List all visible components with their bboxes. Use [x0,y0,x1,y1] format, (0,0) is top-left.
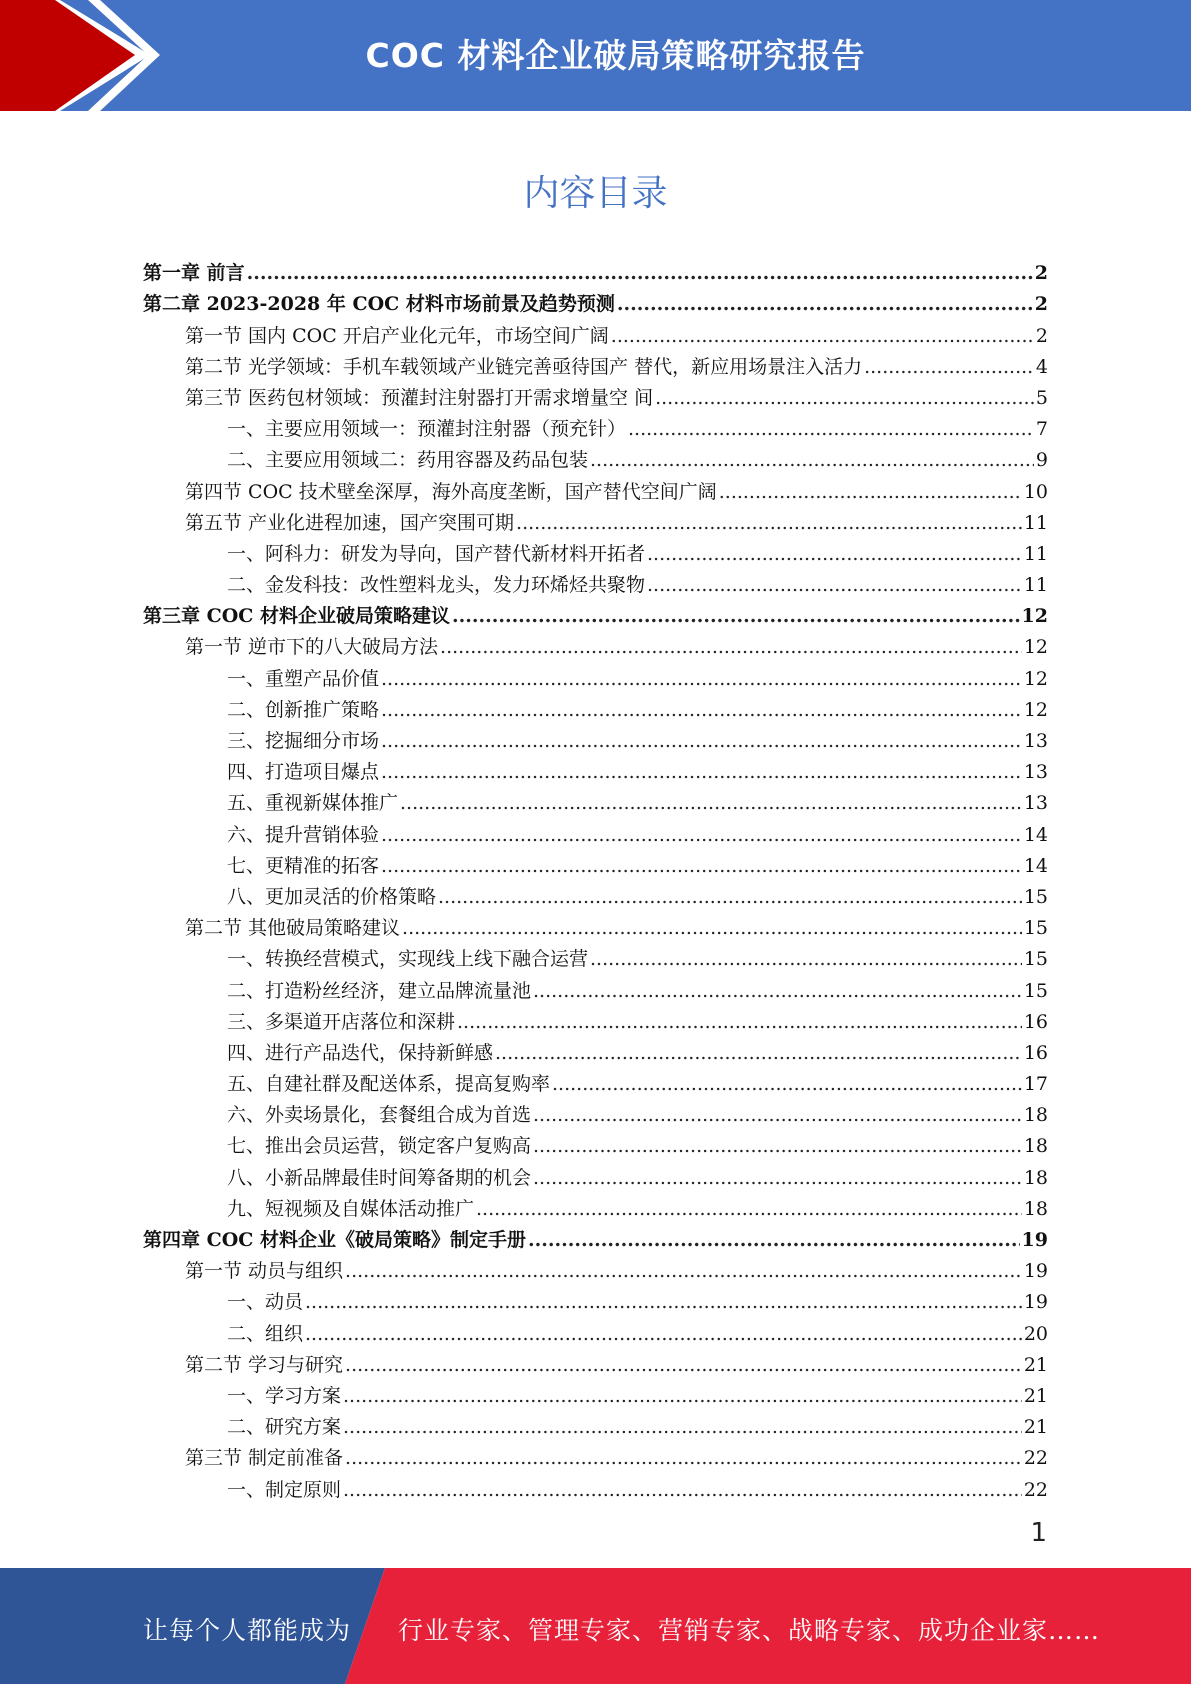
toc-entry[interactable] [143,1221,1048,1252]
toc-entry-title: 第四章 COC 材料企业《破局策略》制定手册 [143,1229,527,1251]
toc-entry-page: 12 [1021,605,1048,628]
toc-entry-page: 11 [1023,542,1048,565]
toc-entry-title: 第一章 前言 [143,262,245,285]
toc-entry-page: 7 [1035,418,1048,441]
toc-entry-page: 19 [1023,1260,1048,1283]
toc-entry-page: 14 [1023,854,1048,877]
toc-entry-page: 15 [1023,948,1048,971]
toc-entry[interactable] [143,909,1048,940]
toc-leader-dots [655,386,1034,410]
toc-entry-title: 第三节 制定前准备 [185,1447,344,1470]
toc-entry-title: 第三章 COC 材料企业破局策略建议 [143,605,451,628]
toc-entry[interactable] [143,847,1048,878]
toc-leader-dots [719,480,1022,504]
toc-entry-page: 14 [1023,823,1048,846]
toc-entry-title: 八、更加灵活的价格策略 [227,885,437,908]
toc-entry-title: 第一节 国内 COC 开启产业化元年，市场空间广阔 [185,324,609,347]
toc-entry[interactable] [143,971,1048,1002]
toc-leader-dots [345,1353,1022,1377]
toc-entry[interactable] [143,597,1048,628]
toc-entry[interactable] [143,1314,1048,1345]
toc-entry-page: 18 [1023,1104,1048,1127]
toc-entry-title: 一、制定原则 [227,1478,342,1501]
toc-entry-page: 18 [1023,1135,1048,1158]
toc-entry-title: 八、小新品牌最佳时间筹备期的机会 [227,1166,532,1189]
toc-entry-page: 11 [1023,511,1048,534]
toc-entry-page: 15 [1023,885,1048,908]
toc-entry-page: 12 [1023,667,1048,690]
toc-entry-title: 六、提升营销体验 [227,823,380,846]
table-of-contents [143,254,1048,1502]
toc-leader-dots [590,448,1034,472]
toc-entry-title: 二、创新推广策略 [227,698,380,721]
toc-leader-dots [452,604,1020,628]
toc-entry-title: 三、挖掘细分市场 [227,730,380,752]
toc-leader-dots [381,698,1022,722]
toc-entry-title: 一、阿科力：研发为导向，国产替代新材料开拓者 [227,542,646,565]
toc-leader-dots [647,573,1022,597]
toc-entry-page: 17 [1023,1073,1048,1096]
toc-heading: 内容目录 [523,173,668,214]
toc-entry[interactable] [143,535,1048,566]
toc-leader-dots [343,1478,1022,1502]
toc-entry-page: 2 [1035,324,1048,347]
toc-leader-dots [533,1166,1022,1190]
toc-entry[interactable] [143,1003,1048,1034]
toc-leader-dots [516,511,1022,535]
toc-entry[interactable] [143,1034,1048,1065]
page-header [0,0,1191,111]
toc-leader-dots [590,947,1022,971]
toc-entry[interactable] [143,1408,1048,1439]
toc-entry[interactable] [143,1127,1048,1158]
toc-leader-dots [345,1446,1022,1470]
toc-entry[interactable] [143,441,1048,472]
toc-entry-title: 第一节 动员与组织 [185,1260,344,1283]
toc-entry[interactable] [143,410,1048,441]
toc-leader-dots [381,729,1022,753]
toc-leader-dots [438,885,1022,909]
toc-leader-dots [628,417,1034,441]
toc-leader-dots [533,1103,1022,1127]
toc-leader-dots [381,823,1022,847]
footer-slogan-right: 行业专家、管理专家、营销专家、战略专家、成功企业家…… [398,1616,1101,1645]
toc-entry-page: 21 [1023,1353,1048,1376]
toc-entry-page: 10 [1023,480,1048,503]
toc-entry-page: 22 [1023,1447,1048,1470]
toc-entry-title: 第三节 医药包材领域：预灌封注射器打开需求增量空 间 [185,386,654,409]
toc-leader-dots [647,542,1022,566]
toc-entry[interactable] [143,348,1048,379]
toc-entry-page: 20 [1023,1322,1048,1345]
toc-entry-page: 18 [1023,1166,1048,1189]
toc-entry-title: 一、重塑产品价值 [227,667,380,690]
toc-leader-dots [400,791,1022,815]
toc-entry[interactable] [143,753,1048,784]
toc-entry-title: 一、动员 [227,1291,304,1314]
toc-leader-dots [402,916,1022,940]
toc-entry-title: 五、自建社群及配送体系，提高复购率 [227,1073,551,1096]
toc-entry-title: 一、学习方案 [227,1384,342,1407]
toc-entry[interactable] [143,1065,1048,1096]
toc-entry[interactable] [143,254,1048,285]
toc-leader-dots [533,1134,1022,1158]
toc-entry[interactable] [143,1190,1048,1221]
toc-entry-title: 二、打造粉丝经济，建立品牌流量池 [227,979,532,1002]
toc-entry[interactable] [143,878,1048,909]
toc-entry-title: 六、外卖场景化，套餐组合成为首选 [227,1104,532,1127]
toc-entry[interactable] [143,722,1048,753]
toc-entry[interactable] [143,379,1048,410]
toc-entry[interactable] [143,1252,1048,1283]
toc-leader-dots [345,1259,1022,1283]
toc-entry-title: 四、进行产品迭代，保持新鲜感 [227,1041,494,1064]
toc-entry-page: 21 [1023,1416,1048,1439]
toc-entry-page: 2 [1034,262,1048,285]
toc-entry-title: 二、研究方案 [227,1416,342,1439]
toc-entry-page: 21 [1023,1384,1048,1407]
toc-entry[interactable] [143,1346,1048,1377]
toc-entry[interactable] [143,1283,1048,1314]
toc-entry-title: 五、重视新媒体推广 [227,792,399,815]
toc-leader-dots [495,1041,1022,1065]
toc-entry-title: 七、推出会员运营，锁定客户复购高 [227,1135,532,1158]
toc-leader-dots [552,1072,1022,1096]
toc-leader-dots [457,1010,1022,1034]
toc-entry-page: 12 [1023,698,1048,721]
toc-entry[interactable] [143,1377,1048,1408]
footer-slogan-left: 让每个人都能成为 [143,1616,352,1645]
toc-entry[interactable] [143,691,1048,722]
toc-entry-title: 四、打造项目爆点 [227,761,380,784]
toc-entry-page: 19 [1023,1291,1048,1314]
toc-leader-dots [528,1228,1020,1252]
toc-leader-dots [343,1415,1022,1439]
toc-entry-title: 第二节 学习与研究 [185,1353,344,1376]
toc-entry-page: 15 [1023,917,1048,940]
toc-entry[interactable] [143,1096,1048,1127]
toc-entry-page: 18 [1023,1197,1048,1220]
toc-entry-page: 22 [1023,1478,1048,1501]
toc-entry-title: 第五节 产业化进程加速，国产突围可期 [185,511,515,534]
toc-leader-dots [533,979,1022,1003]
toc-leader-dots [440,635,1022,659]
toc-leader-dots [305,1290,1022,1314]
toc-entry-page: 2 [1034,293,1048,316]
toc-entry[interactable] [143,1470,1048,1501]
toc-entry-title: 二、主要应用领域二：药用容器及药品包装 [227,449,589,472]
page-footer [0,1568,1191,1684]
toc-leader-dots [305,1322,1022,1346]
toc-entry-title: 二、金发科技：改性塑料龙头，发力环烯烃共聚物 [227,574,646,597]
toc-entry-page: 11 [1023,574,1048,597]
toc-entry-title: 七、更精准的拓客 [227,854,380,877]
toc-entry[interactable] [143,285,1048,316]
toc-entry-page: 12 [1023,636,1048,659]
toc-leader-dots [247,261,1033,285]
toc-entry[interactable] [143,628,1048,659]
toc-entry[interactable] [143,316,1048,347]
toc-entry-title: 一、转换经营模式，实现线上线下融合运营 [227,948,589,971]
toc-leader-dots [476,1197,1022,1221]
page-number: 1 [1030,1518,1047,1548]
toc-entry[interactable] [143,1439,1048,1470]
toc-entry-title: 九、短视频及自媒体活动推广 [227,1197,475,1220]
toc-leader-dots [864,355,1034,379]
toc-entry-page: 13 [1023,730,1048,752]
toc-entry[interactable] [143,566,1048,597]
toc-entry[interactable] [143,472,1048,503]
toc-entry-title: 一、主要应用领域一：预灌封注射器（预充针） [227,418,627,441]
toc-entry-title: 第二章 2023-2028 年 COC 材料市场前景及趋势预测 [143,293,615,316]
toc-entry-page: 15 [1023,979,1048,1002]
toc-entry[interactable] [143,659,1048,690]
report-title: COC 材料企业破局策略研究报告 [365,36,866,75]
toc-entry-page: 19 [1021,1229,1048,1251]
toc-entry-page: 13 [1023,761,1048,784]
toc-entry-title: 第一节 逆市下的八大破局方法 [185,636,439,659]
toc-entry-page: 16 [1023,1010,1048,1033]
toc-entry-page: 9 [1035,449,1048,472]
toc-leader-dots [381,667,1022,691]
toc-entry-title: 二、组织 [227,1322,304,1345]
toc-leader-dots [617,292,1033,316]
toc-leader-dots [611,324,1034,348]
toc-entry-page: 4 [1035,355,1048,378]
toc-entry-title: 三、多渠道开店落位和深耕 [227,1010,456,1033]
toc-entry[interactable] [143,1158,1048,1189]
toc-leader-dots [343,1384,1022,1408]
toc-entry[interactable] [143,784,1048,815]
toc-leader-dots [381,854,1022,878]
toc-entry[interactable] [143,504,1048,535]
toc-leader-dots [381,760,1022,784]
toc-entry-title: 第二节 其他破局策略建议 [185,917,401,940]
toc-entry-title: 第四节 COC 技术壁垒深厚，海外高度垄断，国产替代空间广阔 [185,480,717,503]
toc-entry-page: 5 [1035,386,1048,409]
toc-entry-page: 13 [1023,792,1048,815]
toc-entry-page: 16 [1023,1041,1048,1064]
toc-entry-title: 第二节 光学领域：手机车载领域产业链完善亟待国产 替代，新应用场景注入活力 [185,355,863,378]
toc-entry[interactable] [143,940,1048,971]
toc-entry[interactable] [143,815,1048,846]
